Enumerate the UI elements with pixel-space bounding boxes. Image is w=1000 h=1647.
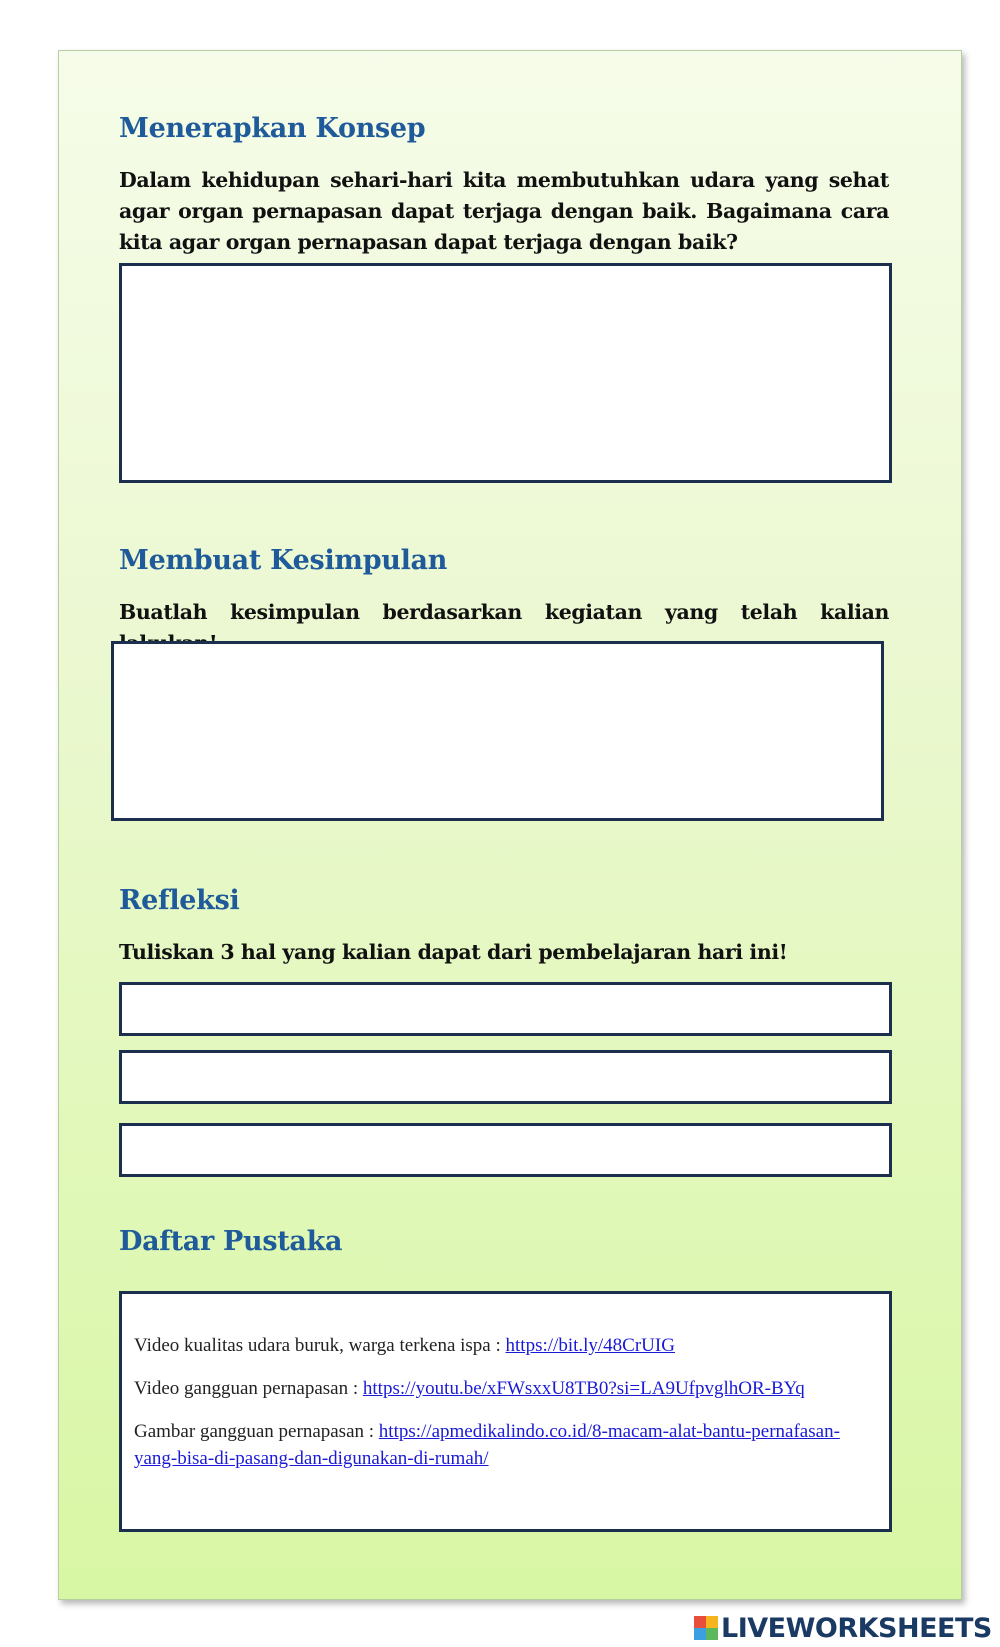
reference-link[interactable]: https://apmedikalindo.co.id/8-macam-alat-bantu-pernafasan-yang-bisa-di-pasang-dan-digunakan-di-rumah/ <box>134 1421 840 1469</box>
liveworksheets-logo-icon <box>694 1616 718 1640</box>
logo-square-red <box>694 1616 706 1628</box>
refleksi-answer-3[interactable] <box>119 1123 892 1177</box>
reference-item <box>134 1375 877 1402</box>
reference-box <box>119 1291 892 1532</box>
worksheet-page <box>58 50 962 1600</box>
logo-square-yellow <box>706 1616 718 1628</box>
heading-membuat-kesimpulan: Membuat Kesimpulan <box>119 545 448 576</box>
refleksi-answer-1[interactable] <box>119 982 892 1036</box>
heading-menerapkan-konsep: Menerapkan Konsep <box>119 113 426 144</box>
prompt-membuat-kesimpulan: Buatlah kesimpulan berdasarkan kegiatan yang telah kalian <box>119 600 889 624</box>
answer-box-konsep[interactable] <box>119 263 892 483</box>
logo-square-green <box>706 1628 718 1640</box>
prompt-refleksi: Tuliskan 3 hal yang kalian dapat dari pembelajaran hari ini! <box>119 940 788 964</box>
prompt-menerapkan-konsep: Dalam kehidupan sehari-hari kita membutuhkan udara yang sehat agar organ pernapasan dapat terjaga dengan baik. Bagaimana cara kita agar organ pernapasan dapat terjaga dengan baik? <box>119 168 889 254</box>
reference-label: Gambar gangguan pernapasan : <box>134 1421 379 1442</box>
heading-refleksi: Refleksi <box>119 885 240 916</box>
heading-daftar-pustaka: Daftar Pustaka <box>119 1226 343 1257</box>
reference-item <box>134 1418 877 1472</box>
reference-label: Video kualitas udara buruk, warga terkena ispa : <box>134 1335 506 1356</box>
reference-link[interactable]: https://bit.ly/48CrUIG <box>505 1335 675 1356</box>
liveworksheets-brand[interactable] <box>694 1613 992 1643</box>
logo-square-blue <box>694 1628 706 1640</box>
refleksi-answer-2[interactable] <box>119 1050 892 1104</box>
reference-label: Video gangguan pernapasan : <box>134 1378 363 1399</box>
brand-name: LIVEWORKSHEETS <box>721 1612 992 1644</box>
reference-item <box>134 1332 877 1359</box>
answer-box-kesimpulan[interactable] <box>111 641 884 821</box>
reference-link[interactable]: https://youtu.be/xFWsxxU8TB0?si=LA9UfpvglhOR-BYq <box>362 1378 805 1399</box>
